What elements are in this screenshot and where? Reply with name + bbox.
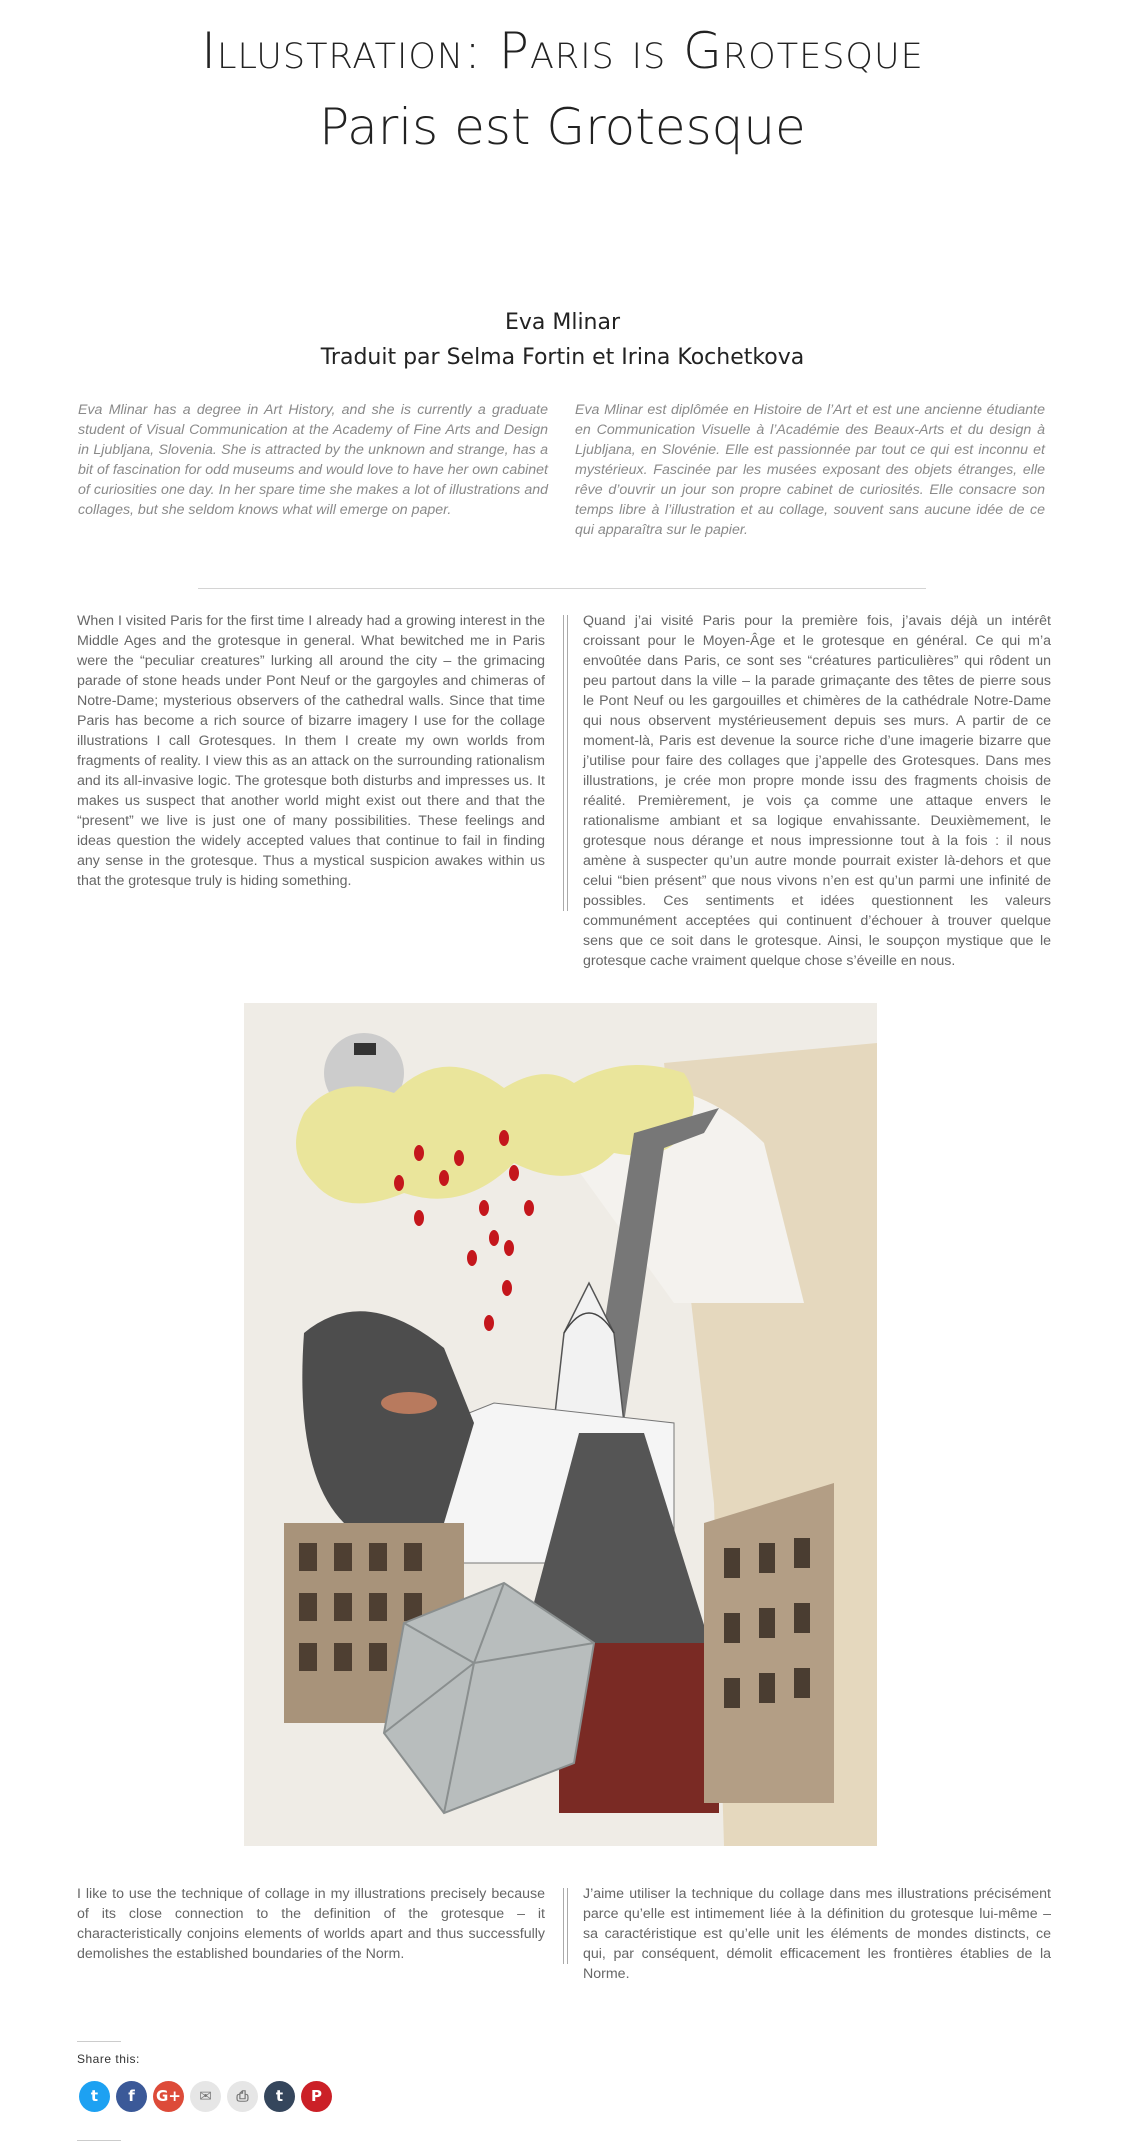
tumblr-share-button[interactable]: [264, 2081, 295, 2112]
author-bio-french: Eva Mlinar est diplômée en Histoire de l’Art et est une ancienne étudiante en Communication Visuelle à l’Académie des Beaux-Arts et du design à Ljubljana, en Slovénie. Elle est passionnée par tout ce qui est inconnu et mystérieux. Fascinée par les musées exposant des objets étranges, elle rêve d’ouvrir un jour son propre cabinet de curiosités. Elle consacre son temps libre à l’illustration et au collage, souvent sans aucune idée de ce qui apparaîtra sur le papier.: [575, 402, 1045, 538]
building-fragment-right: [704, 1483, 834, 1803]
paragraph-2-english: I like to use the technique of collage in my illustrations precisely because of its close connection to the definition of the grotesque – it characteristically conjoins elements of worlds apart and thus successfully demolishes the established boundaries of the Norm.: [77, 1886, 545, 1962]
facebook-share-button[interactable]: [116, 2081, 147, 2112]
twitter-icon: t: [90, 2087, 99, 2105]
twitter-share-button[interactable]: [79, 2081, 110, 2112]
google-plus-icon: G+: [156, 2087, 181, 2105]
print-button[interactable]: [227, 2081, 258, 2112]
share-separator: [77, 2041, 121, 2042]
page-title: Illustration: Paris is Grotesque: [201, 22, 924, 80]
translators-credit: Traduit par Selma Fortin et Irina Kochetkova: [320, 345, 805, 370]
pinterest-share-button[interactable]: [301, 2081, 332, 2112]
column-divider: [563, 615, 568, 911]
pinterest-icon: P: [311, 2087, 322, 2105]
section-divider: [198, 588, 926, 589]
google-plus-share-button[interactable]: [153, 2081, 184, 2112]
collage-illustration: [244, 1003, 877, 1846]
email-share-button[interactable]: [190, 2081, 221, 2112]
author-name: Eva Mlinar: [504, 310, 621, 335]
tumblr-icon: t: [275, 2087, 284, 2105]
author-bio-english: Eva Mlinar has a degree in Art History, and she is currently a graduate student of Visual Communication at the Academy of Fine Arts and Design in Ljubljana, Slovenia. She is attracted by the unknown and strange, has a bit of fascination for odd museums and would love to have her own cabinet of curiosities one day. In her spare time she makes a lot of illustrations and collages, but she seldom knows what will emerge on paper.: [78, 402, 548, 518]
email-icon: ✉: [199, 2087, 212, 2105]
column-divider: [563, 1888, 568, 1964]
print-icon: ⎙: [236, 2087, 249, 2105]
paragraph-1-french: Quand j’ai visité Paris pour la première fois, j’avais déjà un intérêt croissant pour le Moyen-Âge et le grotesque en général. Ce qui m’a envoûtée dans Paris, ce sont ses “créatures particulières” qui rôdent un peu partout dans la ville – la parade grimaçante des têtes de pierre sous le Pont Neuf ou les gargouilles et chimères de la cathédrale Notre-Dame qui nous observent mystérieusement depuis ses murs. A partir de ce moment-là, Paris est devenue la source riche d’une imagerie bizarre que j’utilise pour faire des collages que j’appelle des Grotesques. Dans mes illustrations, je crée mon propre monde issu des fragments choisis de réalité. Premièrement, je vois ça comme une attaque envers le rationalisme ambiant et sa logique envahissante. Deuxièmement, le grotesque nous dérange et nous impressionne tout à la fois : il nous amène à suspecter qu’un autre monde pourrait exister là-dehors et que celui “bien présent” que nous vivons n’en est qu’un parmi une infinité de possibles. Ces sentiments et idées questionnent les valeurs communément acceptées qui continuent d’échouer à trouver quelque sens que ce soit dans le grotesque. Ainsi, le soupçon mystique que le grotesque cache vraiment quelque chose s’éveille en nous.: [583, 613, 1051, 969]
paragraph-2-french: J’aime utiliser la technique du collage dans mes illustrations précisément parce qu’elle est intimement liée à la définition du grotesque lui-même – sa caractéristique est qu’elle unit les éléments de mondes distincts, ce qui, par conséquent, démolit efficacement les frontières établies de la Norme.: [583, 1886, 1051, 1982]
paragraph-1-english: When I visited Paris for the first time I already had a growing interest in the Middle Ages and the grotesque in general. What bewitched me in Paris were the “peculiar creatures” lurking all around the city – the grimacing parade of stone heads under Pont Neuf or the gargoyles and chimeras of Notre-Dame; mysterious observers of the cathedral walls. Since that time Paris has become a rich source of bizarre imagery I use for the collage illustrations I call Grotesques. In them I create my own worlds from fragments of reality. I view this as an attack on the surrounding rationalism and its all-invasive logic. The grotesque both disturbs and impresses us. It makes us suspect that another world might exist out there and that the “present” we live is just one of many possibilities. These feelings and ideas question the widely accepted values that continue to fail in finding any sense in the grotesque. Thus a mystical suspicion awakes within us that the grotesque truly is hiding something.: [77, 613, 545, 889]
page-subtitle: Paris est Grotesque: [319, 98, 806, 156]
collage-artwork: [244, 1003, 877, 1846]
share-label: Share this:: [77, 2052, 140, 2066]
footer-separator: [77, 2140, 121, 2141]
facebook-icon: f: [128, 2087, 135, 2105]
